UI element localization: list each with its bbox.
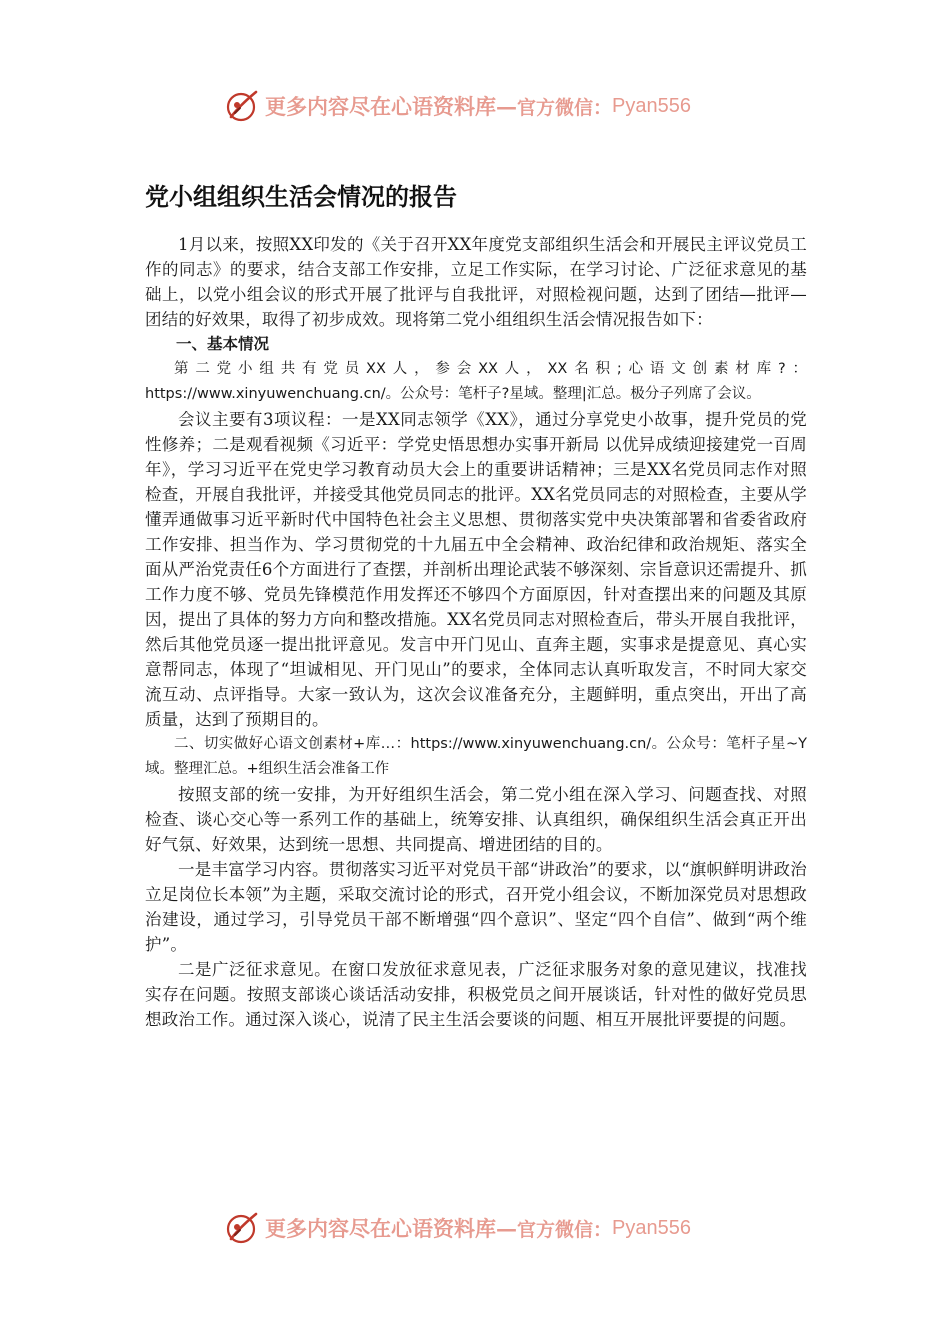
banner-contact-id: Pyan556 (612, 94, 691, 117)
pen-logo-icon (225, 1211, 259, 1245)
paragraph-opinions: 二是广泛征求意见。在窗口发放征求意见表，广泛征求服务对象的意见建议，找准找实存在问题。按照支部谈心谈话活动安排，积极党员之间开展谈话，针对性的做好党员思想政治工作。通过深入谈心，说清了民主生活会要谈的问题、相互开展批评要提的问题。 (145, 960, 807, 1029)
paragraph-study: 一是丰富学习内容。贯彻落实习近平对党员干部“讲政治”的要求，以“旗帜鲜明讲政治 立足岗位长本领”为主题，采取交流讨论的形式，召开党小组会议，不断加深党员对思想政治建设，通过学习，引导党员干部不断增强“四个意识”、坚定“四个自信”、做到“两个维护”。 (145, 860, 841, 954)
banner-text: 更多内容尽在心语资料库— (265, 1216, 517, 1241)
banner-contact-label: 官方微信： (517, 1218, 613, 1241)
pen-logo-icon (225, 89, 259, 123)
paragraph-intro: 1月以来，按照XX印发的《关于召开XX年度党支部组织生活会和开展民主评议党员工作的同志》的要求，结合支部工作安排，立足工作实际，在学习讨论、广泛征求意见的基础上，以党小组会议的形式开展了批评与自我批评，对照检视问题，达到了团结—批评—团结的好效果，取得了初步成效。现将第二党小组组织生活会情况报告如下： (145, 235, 807, 329)
banner-contact-label: 官方微信： (517, 96, 613, 119)
banner-text: 更多内容尽在心语资料库— (265, 94, 517, 119)
section-heading-preparation: 二、切实做好心语文创素材+库…：https://www.xinyuwenchuang.cn/。公众号：笔杆子星~Y域。整理汇总。+组织生活会准备工作 (145, 736, 807, 777)
banner-contact-id: Pyan556 (612, 1216, 691, 1239)
footer-banner (225, 1208, 745, 1248)
paragraph-arrangement: 按照支部的统一安排，为开好组织生活会，第二党小组在深入学习、问题查找、对照检查、谈心交心等一系列工作的基础上，统筹安排、认真组织，确保组织生活会真正开出好气氛、好效果，达到统一思想、共同提高、增进团结的目的。 (145, 785, 807, 854)
header-banner (225, 86, 745, 126)
document-body (145, 232, 841, 1032)
paragraph-members: 第二党小组共有党员XX人，参会XX人，XX名积;心语文创素材库?：https://www.xinyuwenchuang.cn/。公众号：笔杆子?星域。整理|汇总。极分子列席了会议。 (145, 361, 807, 402)
section-heading-basic: 一、基本情况 (176, 335, 270, 353)
paragraph-agenda: 会议主要有3项议程：一是XX同志领学《XX》，通过分享党史小故事，提升党员的党性修养；二是观看视频《习近平：学党史悟思想办实事开新局 以优异成绩迎接建党一百周年》，学习习近平在党史学习教育动员大会上的重要讲话精神；三是XX名党员同志作对照检查，开展自我批评，并接受其他党员同志的批评。XX名党员同志的对照检查，主要从学懂弄通做事习近平新时代中国特色社会主义思想、贯彻落实党中央决策部署和省委省政府工作安排、担当作为、学习贯彻党的十九届五中全会精神、政治纪律和政治规矩、落实全面从严治党责任6个方面进行了查摆，并剖析出理论武装不够深刻、宗旨意识还需提升、抓工作力度不够、党员先锋模范作用发挥还不够四个方面原因，针对查摆出来的问题及其原因，提出了具体的努力方向和整改措施。XX名党员同志对照检查后，带头开展自我批评，然后其他党员逐一提出批评意见。发言中开门见山、直奔主题，实事求是提意见、真心实意帮同志，体现了“坦诚相见、开门见山”的要求，全体同志认真听取发言，不时同大家交流互动、点评指导。大家一致认为，这次会议准备充分，主题鲜明，重点突出，开出了高质量，达到了预期目的。 (145, 410, 807, 729)
page-title: 党小组组织生活会情况的报告 (145, 183, 457, 211)
